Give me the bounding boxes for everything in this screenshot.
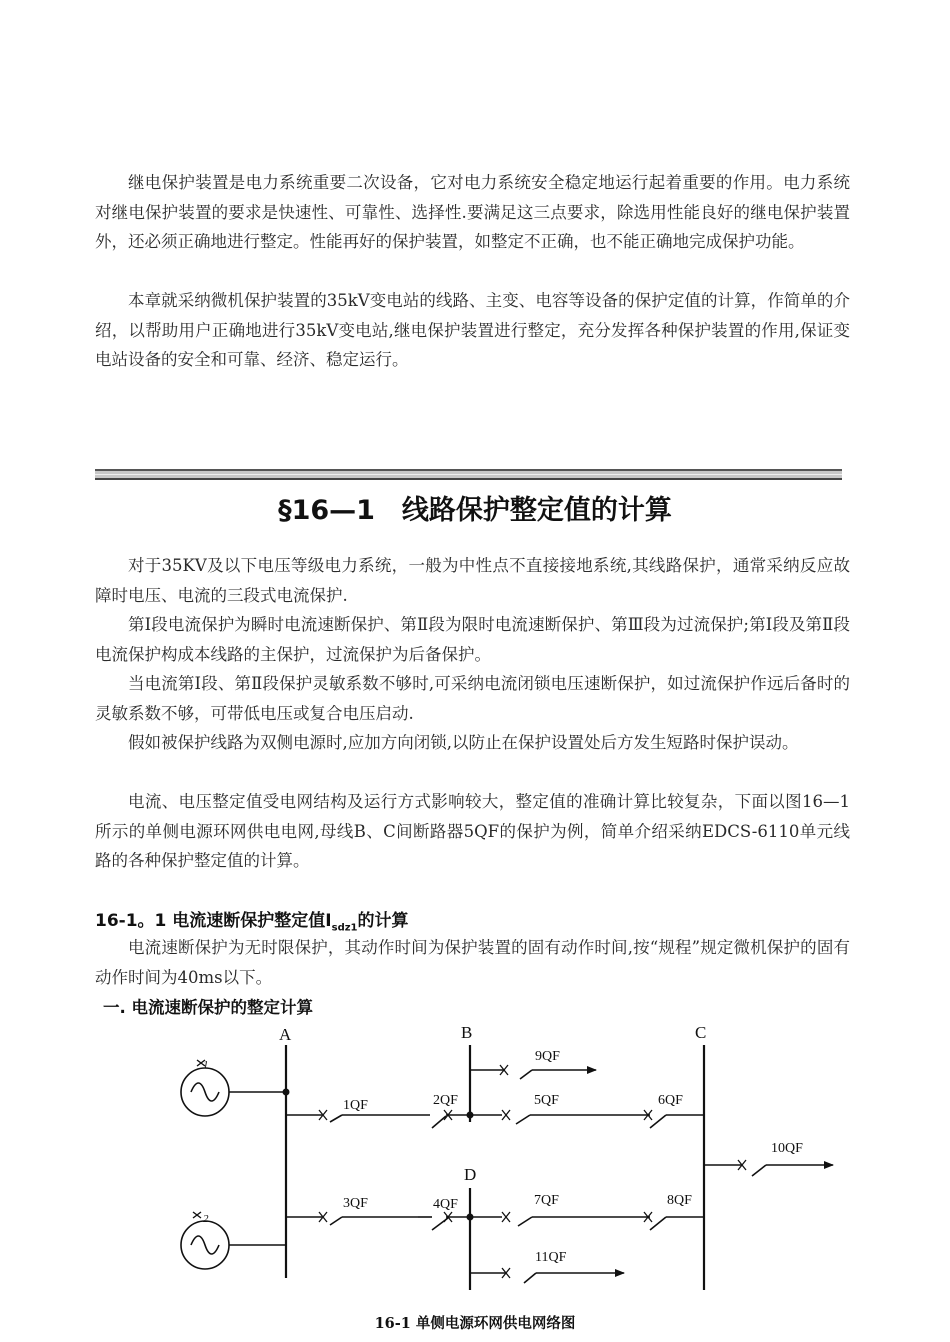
breaker-label-4qf: 4QF [433,1197,458,1212]
breaker-label-3qf: 3QF [343,1196,368,1211]
breaker-5qf [470,1093,650,1124]
section-paragraph-1: 对于35KV及以下电压等级电力系统，一般为中性点不直接接地系统,其线路保护，通常采纳反应故障时电压、电流的三段式电流保护. [95,556,850,605]
breaker-6qf [644,1093,704,1128]
generator-2-label: 2 [203,1213,209,1225]
breaker-label-8qf: 8QF [667,1193,692,1208]
breaker-10qf [704,1141,833,1176]
breaker-label-5qf: 5QF [534,1093,559,1108]
breaker-label-7qf: 7QF [534,1193,559,1208]
section-divider [95,469,842,480]
breaker-8qf [644,1193,704,1230]
generator-1-label: 1 [203,1059,209,1071]
bus-label-d: D [464,1165,477,1184]
intro-paragraph-1: 继电保护装置是电力系统重要二次设备，它对电力系统安全稳定地运行起着重要的作用。电力系统对继电保护装置的要求是快速性、可靠性、选择性.要满足这三点要求，除选用性能良好的继电保护装置外，还必须正确地进行整定。性能再好的保护装置，如整定不正确，也不能正确地完成保护功能。 [95,173,850,251]
breaker-label-10qf: 10QF [771,1141,803,1156]
bus-label-a: A [279,1025,292,1044]
network-diagram [0,1010,950,1310]
calculation-heading: 一. 电流速断保护的整定计算 [103,998,314,1017]
breaker-label-1qf: 1QF [343,1098,368,1113]
bus-label-c: C [695,1023,707,1042]
subsection-paragraph-1: 电流速断保护为无时限保护，其动作时间为保护装置的固有动作时间,按“规程”规定微机保护的固有动作时间为40ms以下。 [95,938,850,987]
figure-caption: 16-1 单侧电源环网供电网络图 [374,1315,576,1332]
breaker-9qf [470,1049,596,1079]
breaker-label-6qf: 6QF [658,1093,683,1108]
breaker-4qf [418,1197,474,1230]
subsection-title: 16-1。1 电流速断保护整定值$I_{sdz1}$的计算 [95,911,409,934]
breaker-11qf [470,1250,624,1283]
breaker-label-11qf: 11QF [535,1250,567,1265]
breaker-2qf [410,1093,474,1128]
section-paragraph-3: 当电流第Ⅰ段、第Ⅱ段保护灵敏系数不够时,可采纳电流闭锁电压速断保护，如过流保护作远后备时的灵敏系数不够，可带低电压或复合电压启动. [95,674,850,723]
section-title: §16—1 线路保护整定值的计算 [278,495,672,526]
breaker-label-9qf: 9QF [535,1049,560,1064]
breaker-label-2qf: 2QF [433,1093,458,1108]
generator-1 [181,1059,290,1116]
breaker-7qf [470,1193,650,1226]
generator-2 [181,1212,286,1269]
intro-paragraph-2: 本章就采纳微机保护装置的35kV变电站的线路、主变、电容等设备的保护定值的计算，作简单的介绍，以帮助用户正确地进行35kV变电站,继电保护装置进行整定，充分发挥各种保护装置的作用,保证变电站设备的安全和可靠、经济、稳定运行。 [95,291,850,369]
section-paragraph-5: 电流、电压整定值受电网结构及运行方式影响较大，整定值的准确计算比较复杂，下面以图16—1所示的单侧电源环网供电电网,母线B、C间断路器5QF的保护为例，简单介绍采纳EDCS-6110单元线路的各种保护整定值的计算。 [95,792,850,870]
section-paragraph-4: 假如被保护线路为双侧电源时,应加方向闭锁,以防止在保护设置处后方发生短路时保护误动。 [128,733,799,752]
breaker-1qf [286,1098,410,1122]
bus-label-b: B [461,1023,473,1042]
breaker-3qf [286,1196,418,1225]
section-paragraph-2: 第Ⅰ段电流保护为瞬时电流速断保护、第Ⅱ段为限时电流速断保护、第Ⅲ段为过流保护;第Ⅰ段及第Ⅱ段电流保护构成本线路的主保护，过流保护为后备保护。 [95,615,850,664]
